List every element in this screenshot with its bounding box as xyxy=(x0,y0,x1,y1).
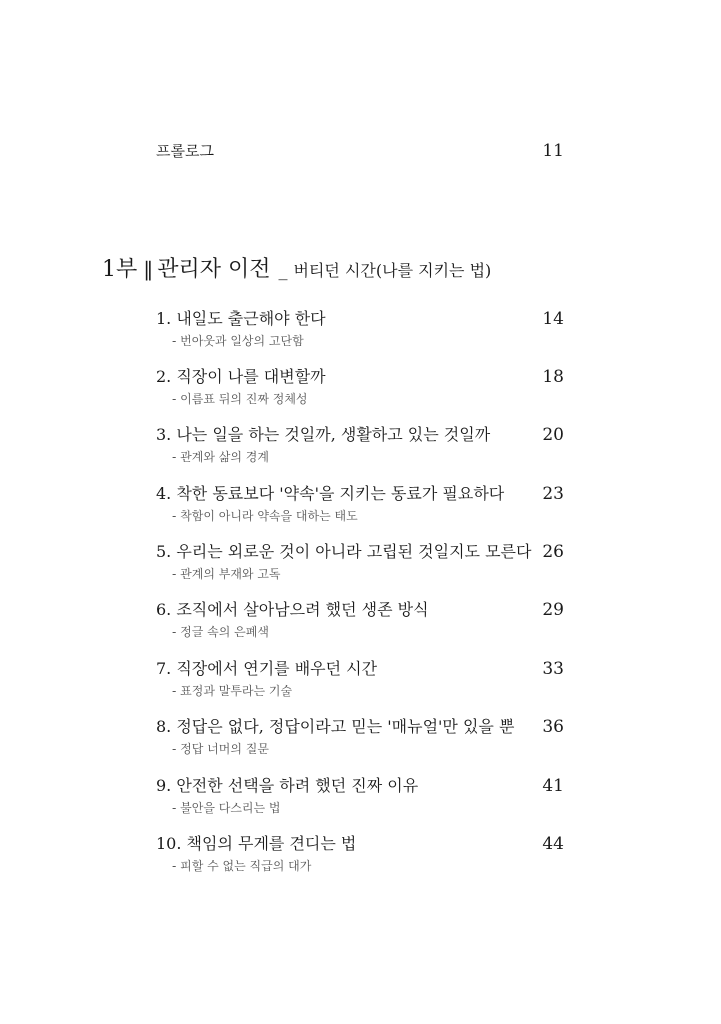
toc-entry-chapter xyxy=(156,481,564,525)
chapter-page-number: 26 xyxy=(542,542,564,562)
part-separator: _ xyxy=(278,260,288,281)
toc-entry-chapter xyxy=(156,539,564,583)
prologue-page-number: 11 xyxy=(542,141,564,161)
chapter-subtitle: - 관계의 부재와 고독 xyxy=(172,567,281,581)
chapter-page-number: 20 xyxy=(542,425,564,445)
chapter-title: 8. 정답은 없다, 정답이라고 믿는 '매뉴얼'만 있을 뿐 xyxy=(156,717,515,736)
chapter-subtitle: - 피할 수 없는 직급의 대가 xyxy=(172,859,312,873)
prologue-title: 프롤로그 xyxy=(156,142,214,160)
toc-entry-chapter xyxy=(156,422,564,466)
part-heading xyxy=(102,252,572,288)
chapter-page-number: 14 xyxy=(542,309,564,329)
chapter-page-number: 33 xyxy=(542,659,564,679)
part-subtitle: 버티던 시간(나를 지키는 법) xyxy=(293,261,492,280)
chapter-title: 3. 나는 일을 하는 것일까, 생활하고 있는 것일까 xyxy=(156,425,491,444)
toc-entry-chapter xyxy=(156,773,564,817)
toc-entry-chapter xyxy=(156,831,564,875)
part-divider: ‖ xyxy=(143,257,152,281)
chapter-title: 7. 직장에서 연기를 배우던 시간 xyxy=(156,659,378,678)
toc-entry-chapter xyxy=(156,306,564,350)
chapter-subtitle: - 착함이 아니라 약속을 대하는 태도 xyxy=(172,509,358,523)
chapter-title: 4. 착한 동료보다 '약속'을 지키는 동료가 필요하다 xyxy=(156,484,505,503)
chapter-title: 1. 내일도 출근해야 한다 xyxy=(156,309,326,328)
chapter-title: 2. 직장이 나를 대변할까 xyxy=(156,367,326,386)
toc-entry-chapter xyxy=(156,597,564,641)
part-title: 관리자 이전 xyxy=(157,257,271,282)
chapter-subtitle: - 이름표 뒤의 진짜 정체성 xyxy=(172,392,308,406)
chapter-page-number: 41 xyxy=(542,776,564,796)
chapter-title: 6. 조직에서 살아남으려 했던 생존 방식 xyxy=(156,600,429,619)
toc-entry-chapter xyxy=(156,364,564,408)
chapter-title: 10. 책임의 무게를 견디는 법 xyxy=(156,834,357,853)
chapter-page-number: 29 xyxy=(542,600,564,620)
chapter-title: 5. 우리는 외로운 것이 아니라 고립된 것일지도 모른다 xyxy=(156,542,532,561)
chapter-page-number: 36 xyxy=(542,717,564,737)
chapter-subtitle: - 번아웃과 일상의 고단함 xyxy=(172,334,304,348)
chapter-subtitle: - 표정과 말투라는 기술 xyxy=(172,684,293,698)
chapter-page-number: 23 xyxy=(542,484,564,504)
part-number: 1부 xyxy=(102,257,138,282)
chapter-subtitle: - 정글 속의 은폐색 xyxy=(172,625,269,639)
chapter-page-number: 18 xyxy=(542,367,564,387)
toc-entry-chapter xyxy=(156,656,564,700)
toc-entry-chapter xyxy=(156,714,564,758)
chapter-subtitle: - 정답 너머의 질문 xyxy=(172,742,269,756)
chapter-page-number: 44 xyxy=(542,834,564,854)
chapter-subtitle: - 관계와 삶의 경계 xyxy=(172,450,269,464)
chapter-title: 9. 안전한 선택을 하려 했던 진짜 이유 xyxy=(156,776,419,795)
toc-entry-prologue xyxy=(156,140,564,166)
chapter-subtitle: - 불안을 다스리는 법 xyxy=(172,801,281,815)
